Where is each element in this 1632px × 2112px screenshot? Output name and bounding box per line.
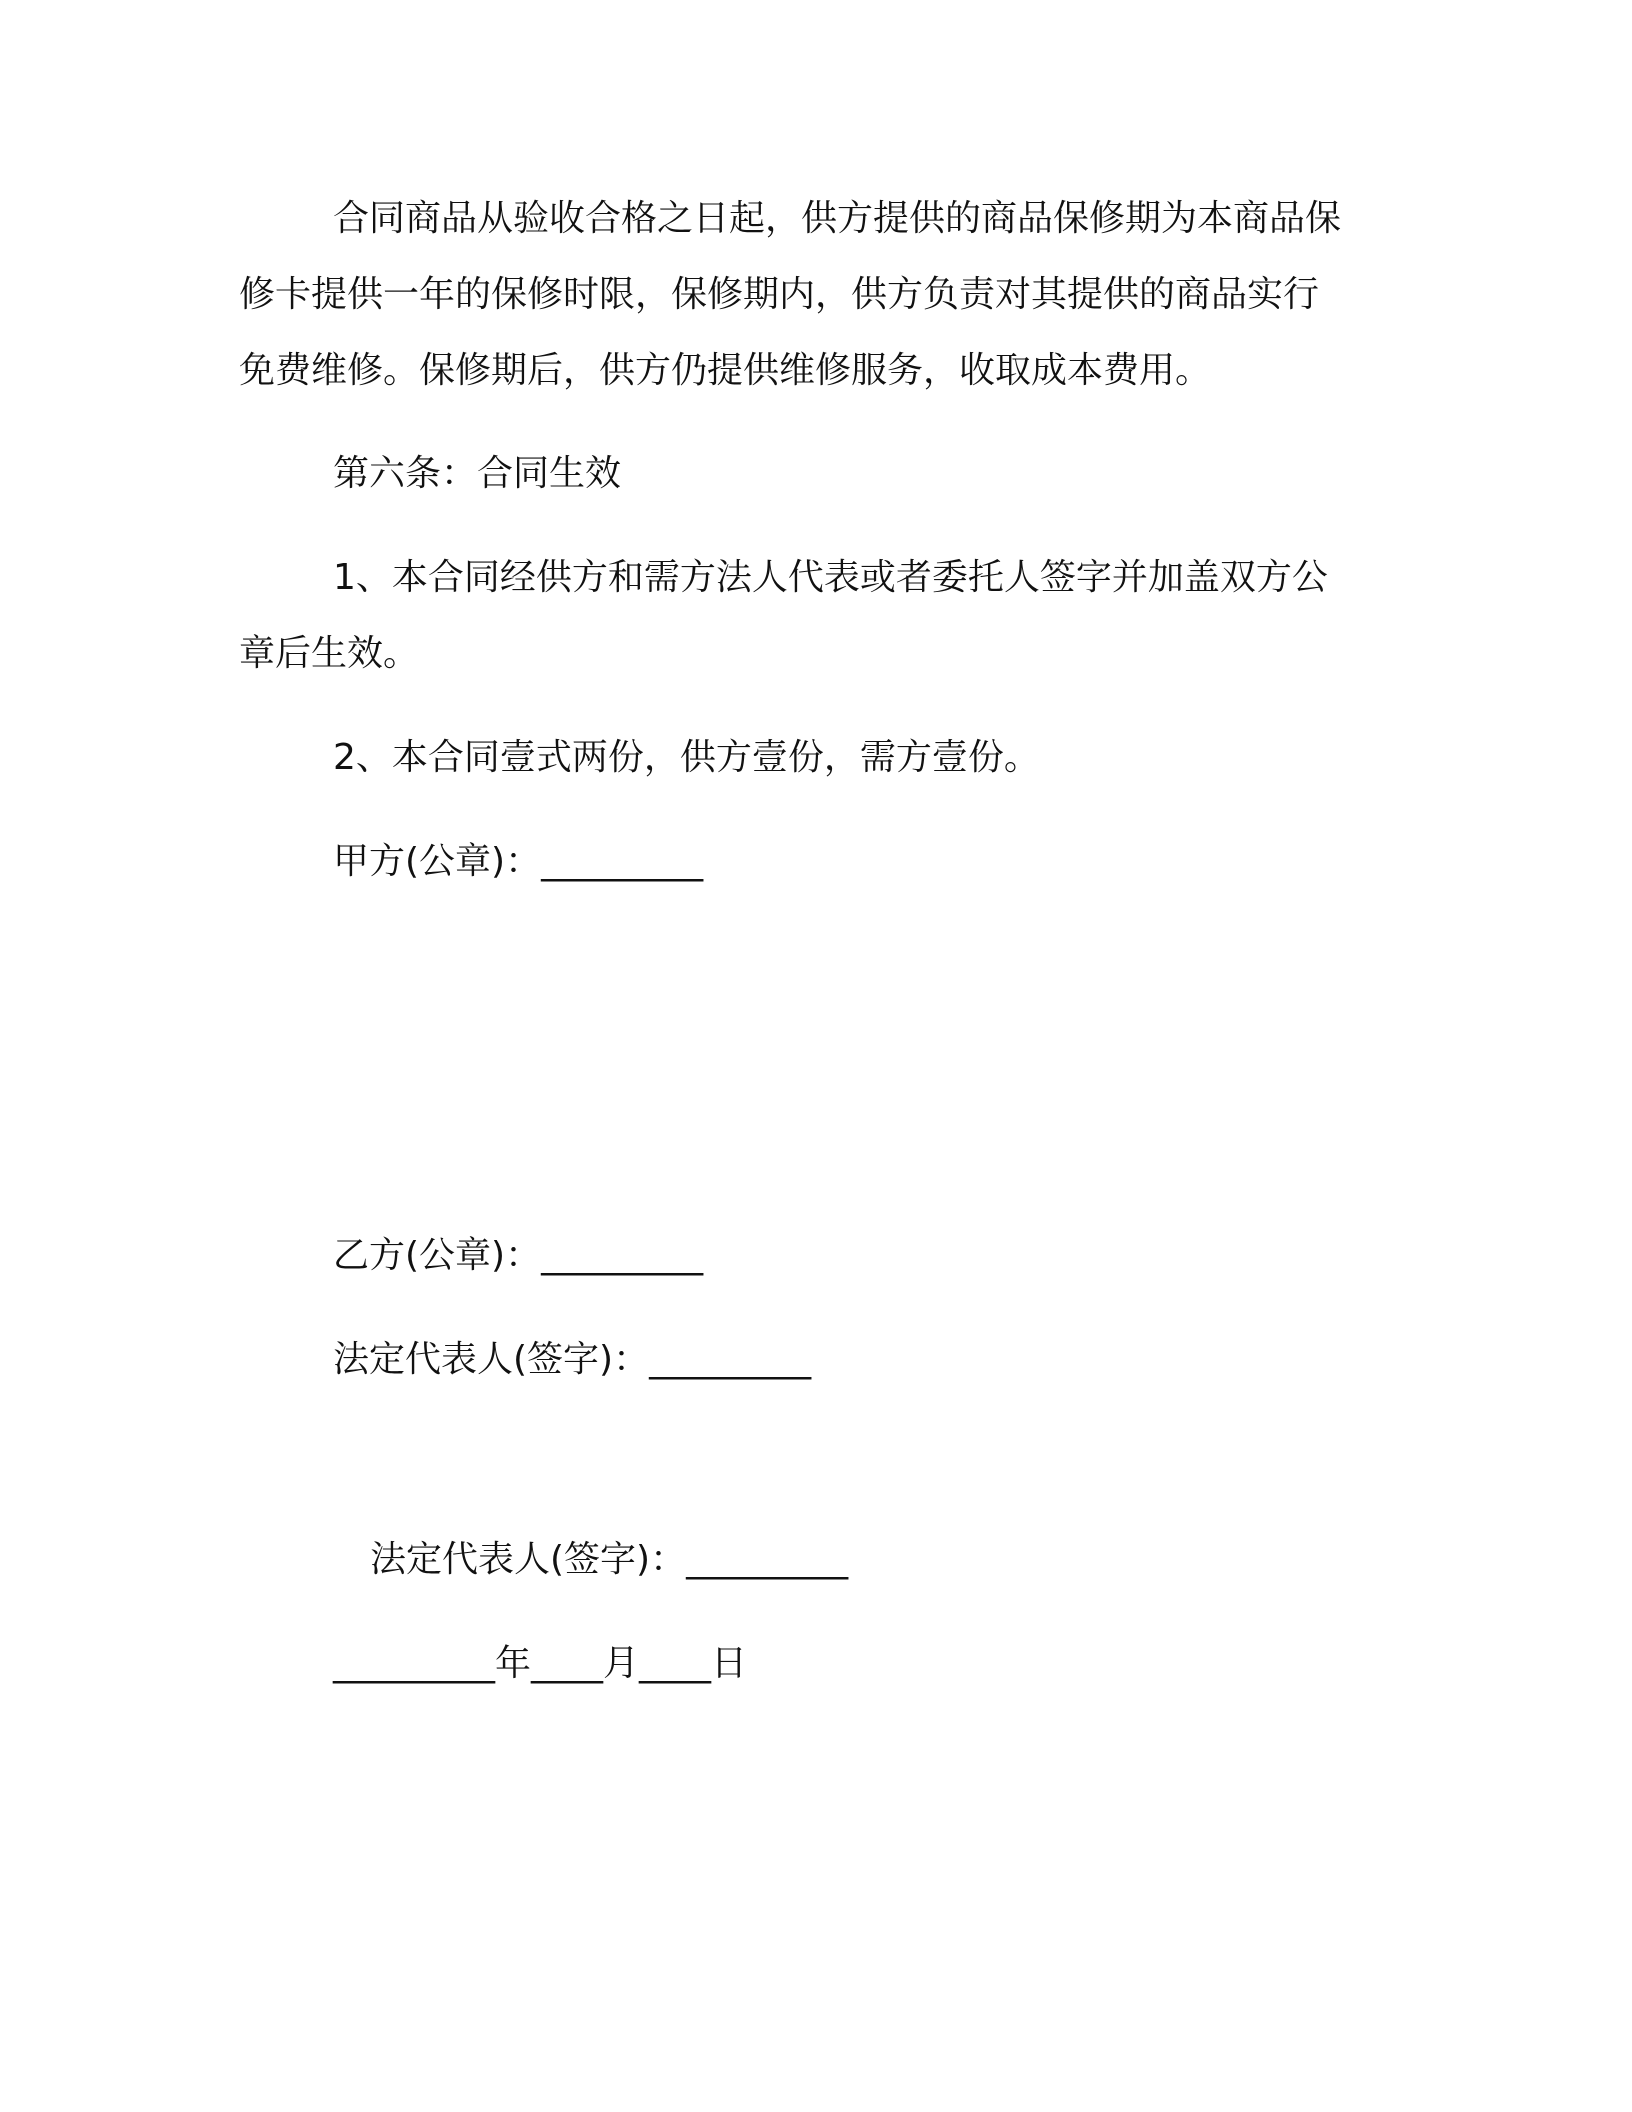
clause-one-line-1: 1、本合同经供方和需方法人代表或者委托人签字并加盖双方公 (333, 557, 1328, 598)
warranty-paragraph-line-3: 免费维修。保修期后，供方仍提供维修服务，收取成本费用。 (239, 350, 1212, 391)
clause-one-line-2: 章后生效。 (239, 633, 420, 674)
legal-representative-signature-1: 法定代表人(签字)：_________ (333, 1339, 812, 1380)
warranty-paragraph-line-2: 修卡提供一年的保修时限，保修期内，供方负责对其提供的商品实行 (239, 274, 1320, 315)
article-six-heading: 第六条：合同生效 (333, 453, 622, 494)
clause-two: 2、本合同壹式两份，供方壹份，需方壹份。 (333, 737, 1040, 778)
party-b-seal-field: 乙方(公章)：_________ (333, 1235, 704, 1276)
signing-date-line: _________年____月____日 (333, 1643, 747, 1684)
legal-representative-signature-2: 法定代表人(签字)：_________ (370, 1539, 849, 1580)
party-a-seal-field: 甲方(公章)：_________ (333, 841, 704, 882)
warranty-paragraph-line-1: 合同商品从验收合格之日起，供方提供的商品保修期为本商品保 (333, 198, 1342, 239)
